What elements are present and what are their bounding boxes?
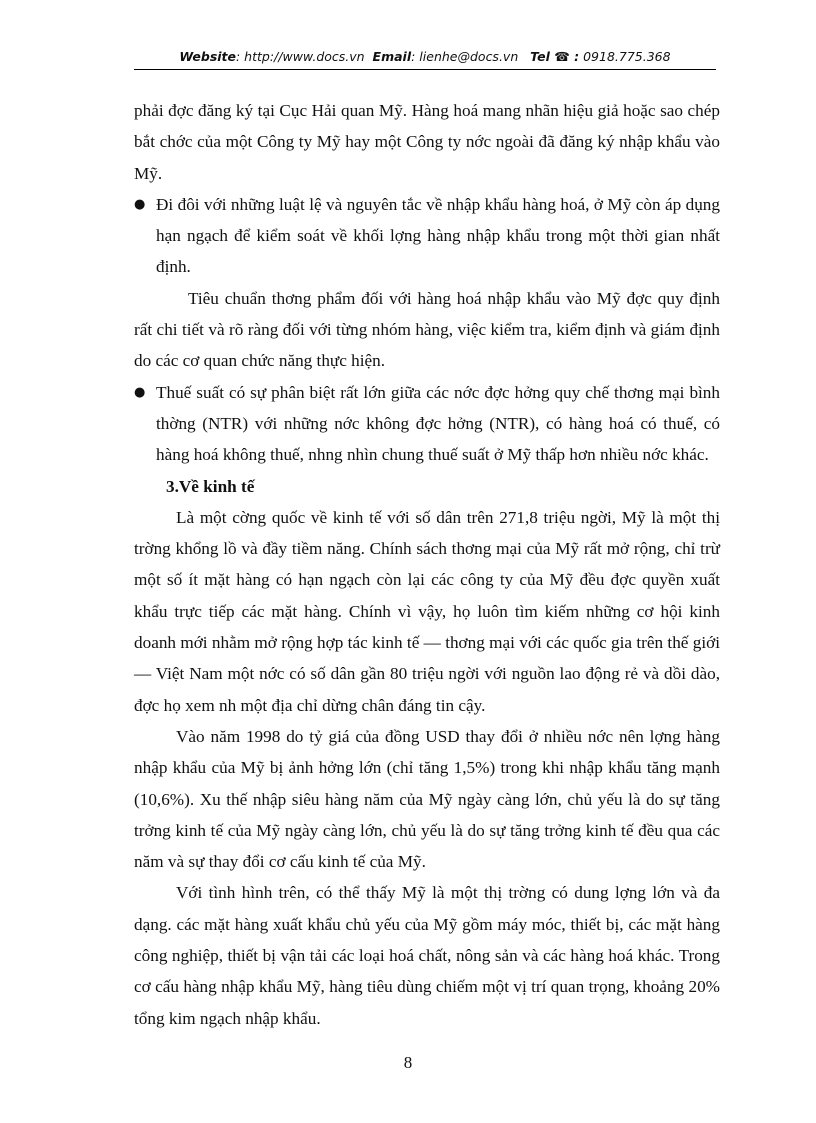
bullet-text-2: Thuế suất có sự phân biệt rất lớn giữa các nớc đợc hởng quy chế thơng mại bình thờng (NTR) với những nớc không đợc hởng (NTR), có hàng hoá có thuế, có hàng hoá không thuế, nhng nhìn chung thuế suất ở Mỹ thấp hơn nhiều nớc khác.	[156, 382, 720, 465]
bullet-text-1: Đi đôi với những luật lệ và nguyên tắc về nhập khẩu hàng hoá, ở Mỹ còn áp dụng hạn ngạch để kiểm soát về khối lợng hàng nhập khẩu trong một thời gian nhất định.	[156, 194, 720, 277]
email-value: : lienhe@docs.vn	[411, 49, 519, 64]
bullet-item-1	[134, 189, 720, 283]
email-label: Email	[372, 49, 412, 64]
tel-value: 0918.775.368	[579, 49, 671, 64]
tel-label: Tel ☎ :	[530, 49, 580, 64]
bullet-item-2	[134, 377, 720, 471]
website-value: : http://www.docs.vn	[236, 49, 365, 64]
paragraph-4: Vào năm 1998 do tỷ giá của đồng USD thay đổi ở nhiều nớc nên lợng hàng nhập khẩu của Mỹ bị ảnh hởng lớn (chỉ tăng 1,5%) trong khi nhập khẩu tăng mạnh (10,6%). Xu thế nhập siêu hàng năm của Mỹ ngày càng lớn, chủ yếu là do sự tăng trởng kinh tế của Mỹ ngày càng lớn, chủ yếu là do sự tăng trởng kinh tế đều qua các năm và sự thay đổi cơ cấu kinh tế của Mỹ.	[134, 726, 720, 872]
page-header	[134, 49, 716, 70]
bullet-icon: ●	[134, 196, 146, 212]
paragraph-5: Với tình hình trên, có thể thấy Mỹ là một thị trờng có dung lợng lớn và đa dạng. các mặt hàng xuất khẩu chủ yếu của Mỹ gồm máy móc, thiết bị, các mặt hàng công nghiệp, thiết bị vận tải các loại hoá chất, nông sản và các hàng hoá khác. Trong cơ cấu hàng nhập khẩu Mỹ, hàng tiêu dùng chiếm một vị trí quan trọng, khoảng 20% tổng kim ngạch nhập khẩu.	[134, 883, 720, 1028]
page-number: 8	[403, 1053, 413, 1072]
paragraph-2: Tiêu chuẩn thơng phẩm đối với hàng hoá nhập khẩu vào Mỹ đợc quy định rất chi tiết và rõ ràng đối với từng nhóm hàng, việc kiểm tra, kiểm định và giám định do các cơ quan chức năng thực hiện.	[134, 288, 720, 371]
paragraph-1: phải đợc đăng ký tại Cục Hải quan Mỹ. Hàng hoá mang nhãn hiệu giả hoặc sao chép bắt chớc của một Công ty Mỹ hay một Công ty nớc ngoài đã đăng ký nhập khẩu vào Mỹ.	[134, 101, 720, 183]
section-heading: 3.Về kinh tế	[166, 476, 255, 496]
page-body	[134, 95, 720, 1034]
website-label: Website	[179, 49, 236, 64]
bullet-icon: ●	[134, 384, 146, 400]
paragraph-3: Là một cờng quốc về kinh tế với số dân trên 271,8 triệu ngời, Mỹ là một thị trờng khổng lồ và đầy tiềm năng. Chính sách thơng mại của Mỹ rất mở rộng, chỉ trừ một số ít mặt hàng có hạn ngạch còn lại các công ty của Mỹ đều đợc quyền xuất khẩu trực tiếp các mặt hàng. Chính vì vậy, họ luôn tìm kiếm những cơ hội kinh doanh mới nhằm mở rộng hợp tác kinh tế — thơng mại với các quốc gia trên thế giới — Việt Nam một nớc có số dân gần 80 triệu ngời với nguồn lao động rẻ và dồi dào, đợc họ xem nh một địa chỉ dừng chân đáng tin cậy.	[134, 507, 720, 715]
